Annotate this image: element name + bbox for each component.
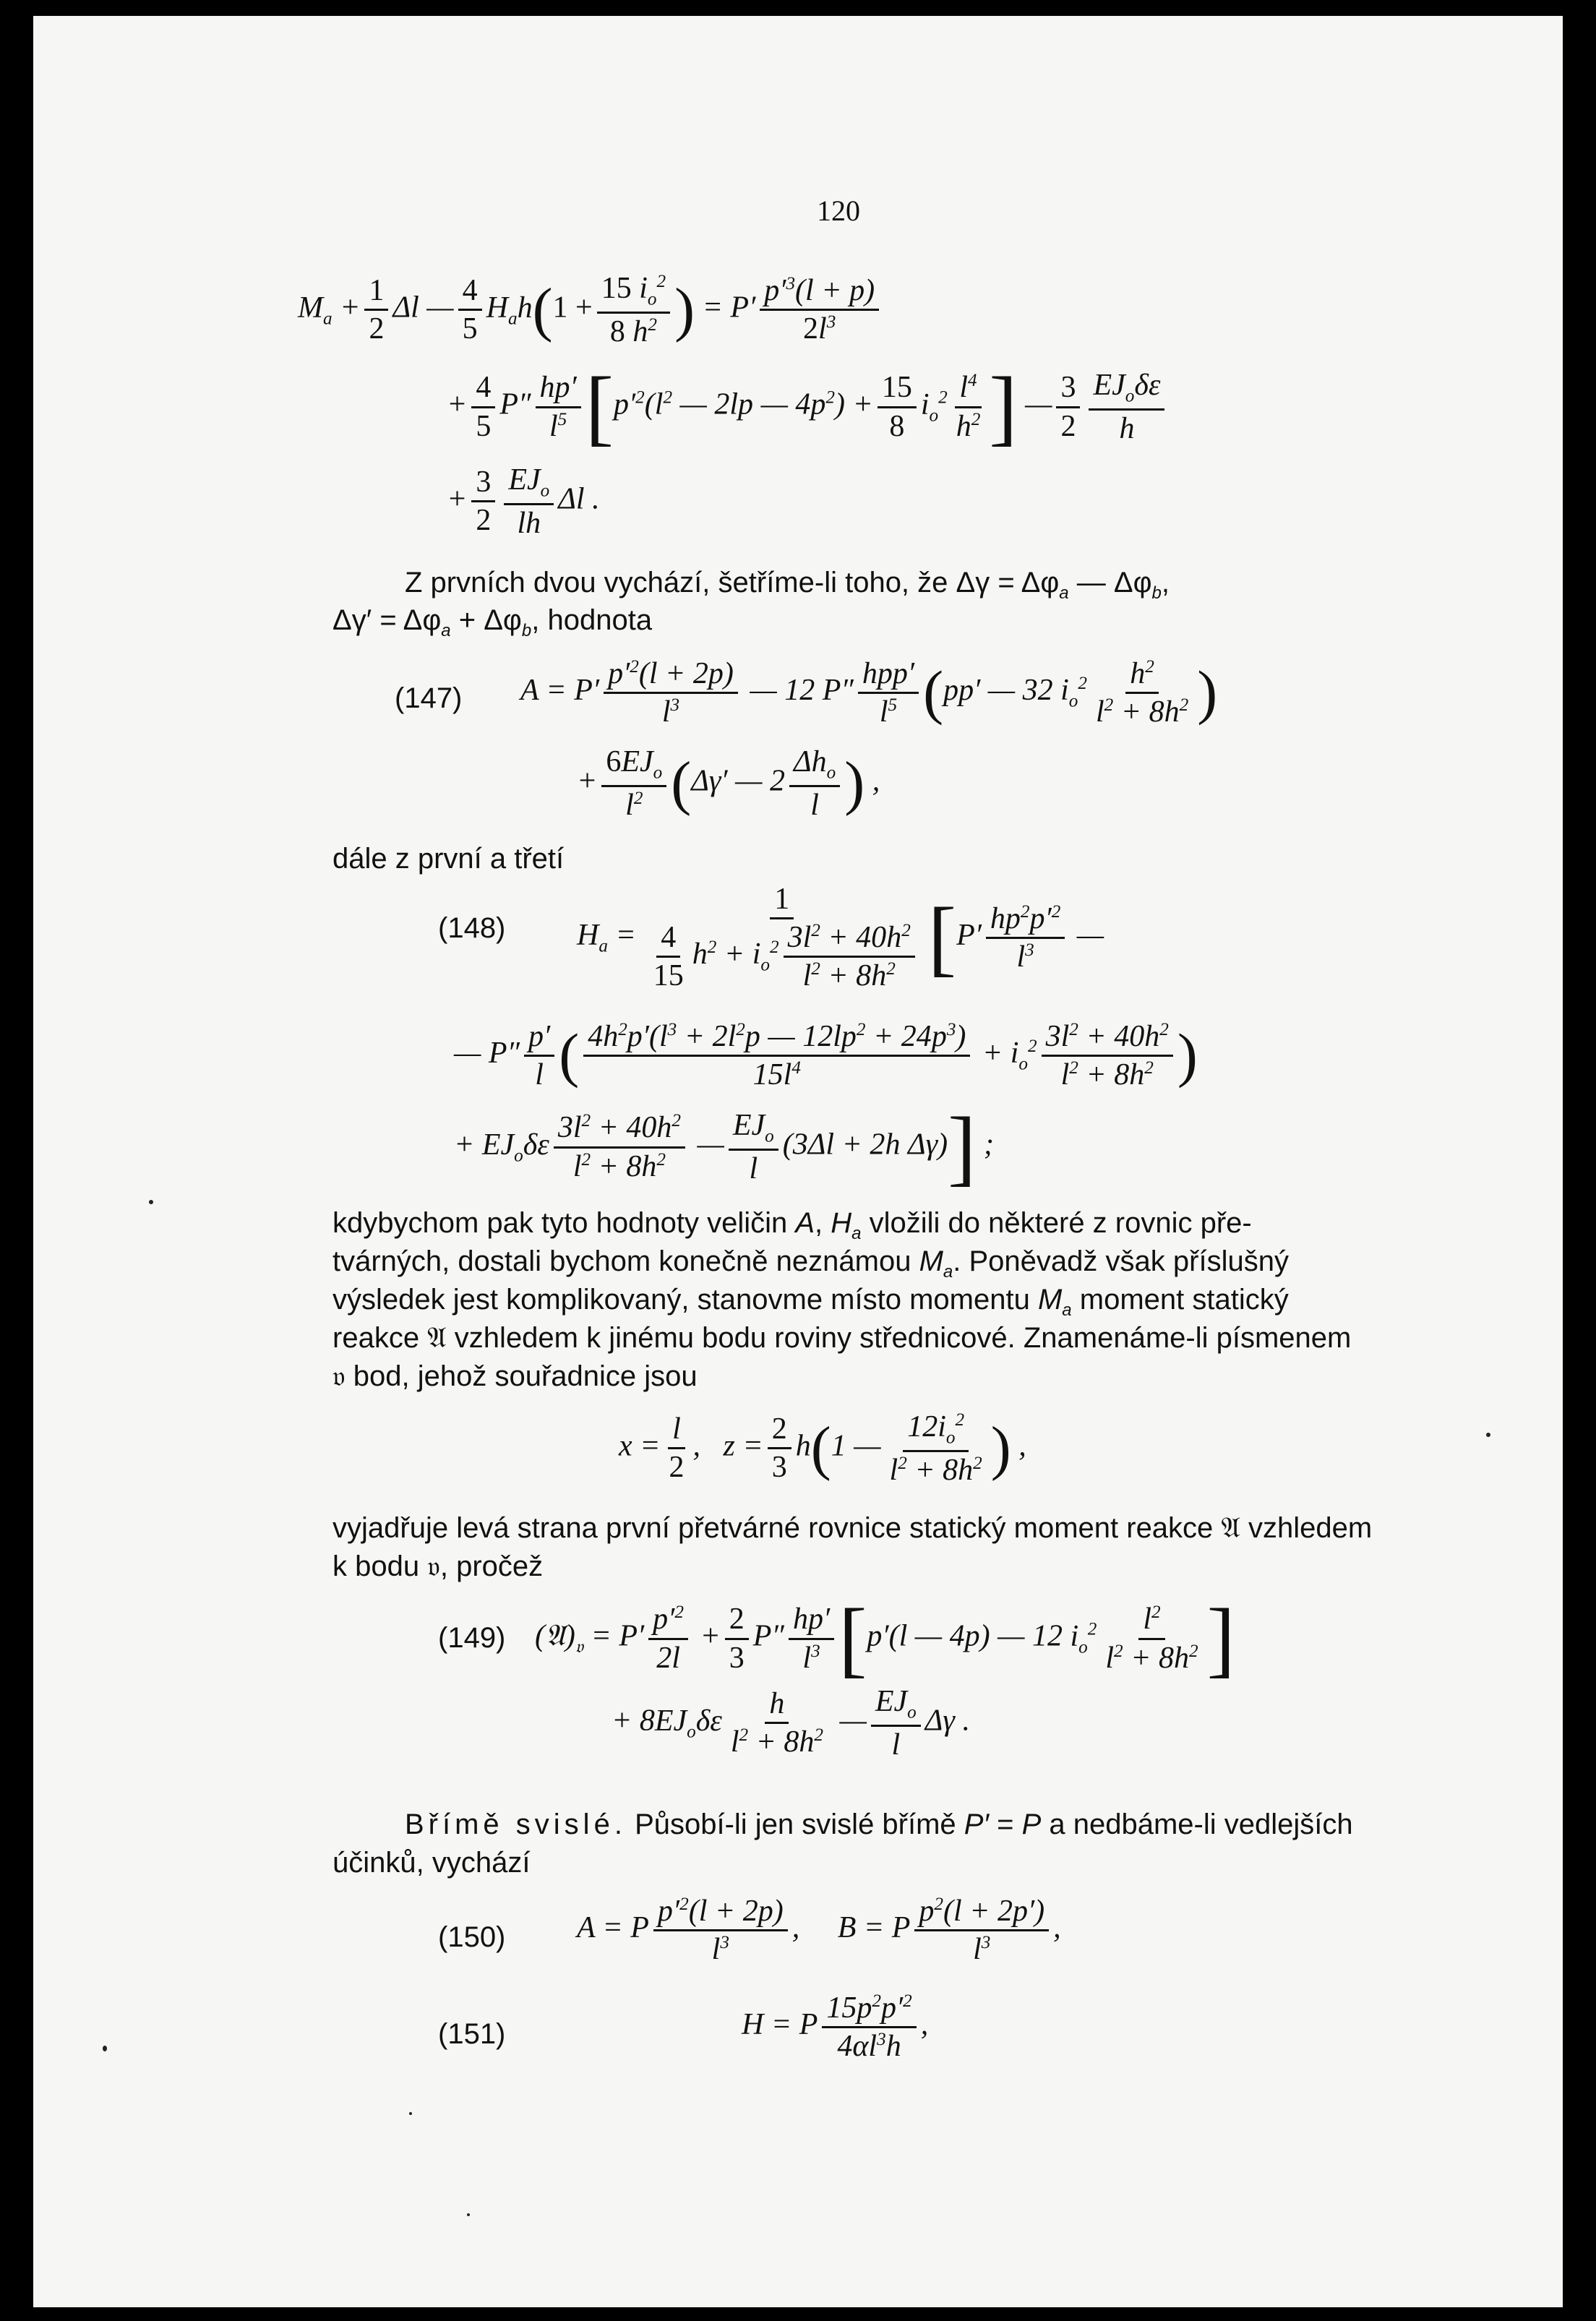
equation-moment-line-2: + $\frac{4}{5}$ P″ $\frac{hp'}{l^5}$ [$p'^2(l^2$ — 2lp — $4p^2$) + $\frac{15}{8}$ $i_o^2$ $\frac{l^4}{h^2}$ ] — $\frac{3}{2}$ $\frac{EJ_o\delta\varepsilon}{h}$ xyxy=(447,364,1169,450)
page-number: 120 xyxy=(817,194,860,227)
equation-number-149: (149) xyxy=(438,1622,506,1654)
equation-coordinates: x = $\frac{l}{2}$ , z = $\frac{2}{3}$ h(1 — $\frac{12i_o^2}{l^2 + 8h^2}$ ) , xyxy=(619,1410,1026,1487)
paragraph-3-text-3b: moment statický xyxy=(1079,1284,1289,1316)
equation-149-line-1: $(𝔄)_𝔳 = P'$ $\frac{p'^2}{2l}$ + $\frac{2}{3}$ P″ $\frac{hp'}{l^3}$ [p′(l — 4p) — 12 $i_o^2$ $\frac{l^2}{l^2 + 8h^2}$ ] xyxy=(535,1591,1235,1686)
paragraph-3-line-3: výsledek jest komplikovaný, stanovme místo momentu $M_a$ moment statický xyxy=(332,1284,1289,1320)
paragraph-3-text-2b: Poněvadž však příslušný xyxy=(969,1245,1289,1277)
equation-number-147: (147) xyxy=(395,682,463,714)
paragraph-3-line-4: reakce 𝔄 vzhledem k jinému bodu roviny střednicové. Znamenáme-li písmenem xyxy=(332,1322,1352,1354)
equation-147-line-1: A = P′ $\frac{p'^2(l + 2p)}{l^3}$ — 12 P″ $\frac{\text{hpp′}}{l^5}$ (pp′ — 32 $i_o^2$ $\frac{h^2}{l^2 + 8h^2}$ ) xyxy=(520,657,1218,729)
equation-number-150: (150) xyxy=(438,1921,506,1953)
paragraph-3-line-1: kdybychom pak tyto hodnoty veličin A, $H_a$ vložili do některé z rovnic pře- xyxy=(332,1207,1252,1243)
paragraph-4-line-2: k bodu 𝔳, pročež xyxy=(332,1550,544,1582)
paragraph-5-line-1: Břímě svislé. Působí-li jen svislé břímě P′ = P a nedbáme-li vedlejších xyxy=(405,1809,1353,1840)
equation-149-line-2: + $8EJ_o\delta\varepsilon$ $\frac{h}{l^2 + 8h^2}$ — $\frac{EJ_o}{l}$ Δγ . xyxy=(612,1685,970,1762)
document-page xyxy=(33,16,1563,2307)
paragraph-5-text-1b: a nedbáme-li vedlejších xyxy=(1049,1809,1353,1840)
paragraph-1-line-2: $\Delta\gamma' = \Delta\varphi_a + \Delta\varphi_b$, hodnota xyxy=(332,604,653,640)
paragraph-1-text-a: Z prvních dvou vychází, šetříme-li toho, že Δγ = Δφ xyxy=(405,567,1060,599)
paragraph-1-text-b: Δγ′ = Δφ xyxy=(332,604,442,636)
equation-150: A = P $\frac{p'^2(l + 2p)}{l^3}$ , B = P $\frac{p^2(l + 2p')}{l^3}$ , xyxy=(577,1895,1061,1967)
paragraph-3-line-2: tvárných, dostali bychom konečně neznámou $M_a$. Poněvadž však příslušný xyxy=(332,1245,1289,1282)
paragraph-2: dále z první a třetí xyxy=(332,843,565,875)
equation-148-line-2: — P″ $\frac{p'}{l}$ ( $\frac{4h^2p'(l^3 + 2l^2p — 12lp^2 + 24p^3)}{15l^4}$ + $i_o^2$ $\frac{3l^2 + 40h^2}{l^2 + 8h^2}$ ) xyxy=(454,1020,1198,1092)
equation-moment-line-1: $M_a$ + $\frac{1}{2}$ Δl — $\frac{4}{5}$ $H_ah(1$ + $\frac{15 i_o^2}{8 h^2}$ ) = P′ $\frac{p'^3(l + p)}{2l^3}$ xyxy=(298,273,883,348)
scan-speck xyxy=(149,1200,153,1204)
paragraph-3-text-2a: tvárných, dostali bychom konečně neznámou xyxy=(332,1245,911,1277)
paragraph-3-line-5: 𝔳 bod, jehož souřadnice jsou xyxy=(332,1360,698,1392)
paragraph-1-line-1: Z prvních dvou vychází, šetříme-li toho, že $\Delta\gamma = \Delta\varphi_a$ — $\Delta\varphi_b$, xyxy=(405,567,1170,603)
scan-speck xyxy=(103,2046,107,2051)
paragraph-3-text-1b: vložili do některé z rovnic pře- xyxy=(869,1207,1252,1239)
scan-speck xyxy=(467,2213,470,2216)
paragraph-5-text-1a: Působí-li jen svislé břímě xyxy=(635,1809,956,1840)
scan-speck xyxy=(1486,1433,1490,1437)
paragraph-4-line-1: vyjadřuje levá strana první přetvárné rovnice statický moment reakce 𝔄 vzhledem xyxy=(332,1512,1373,1544)
equation-147-line-2: + $\frac{6EJ_o}{l^2}$ (Δγ′ — 2 $\frac{\Delta h_o}{l}$ ) , xyxy=(577,745,880,822)
equation-151: H = P $\frac{15p^2p'^2}{4\alpha l^3h}$ , xyxy=(742,1991,929,2064)
equation-148-line-1: $H_a$ = 1 $\frac{4}{15}$ $h^2 + i_o^2$ $\frac{3l^2 + 40h^2}{l^2 + 8h^2}$ [P′ $\frac{hp^2p'^2}{l^3}$ — xyxy=(577,883,1104,993)
paragraph-3-text-3a: výsledek jest komplikovaný, stanovme místo momentu xyxy=(332,1284,1030,1316)
paragraph-3-text-1a: kdybychom pak tyto hodnoty veličin xyxy=(332,1207,788,1239)
scan-speck xyxy=(409,2112,412,2115)
equation-148-line-3: + $EJ_o\delta\varepsilon$ $\frac{3l^2 + 40h^2}{l^2 + 8h^2}$ — $\frac{EJ_o}{l}$ (3Δl + 2h Δγ)] ; xyxy=(454,1099,994,1194)
equation-moment-line-3: + $\frac{3}{2}$ $\frac{EJ_o}{lh}$ Δl . xyxy=(447,463,600,540)
equation-number-151: (151) xyxy=(438,2018,506,2050)
section-heading-brime-svisle: Břímě svislé. xyxy=(405,1809,627,1840)
equation-number-148: (148) xyxy=(438,912,506,944)
paragraph-5-line-2: účinků, vychází xyxy=(332,1847,531,1879)
paragraph-1-hodnota: hodnota xyxy=(547,604,653,636)
